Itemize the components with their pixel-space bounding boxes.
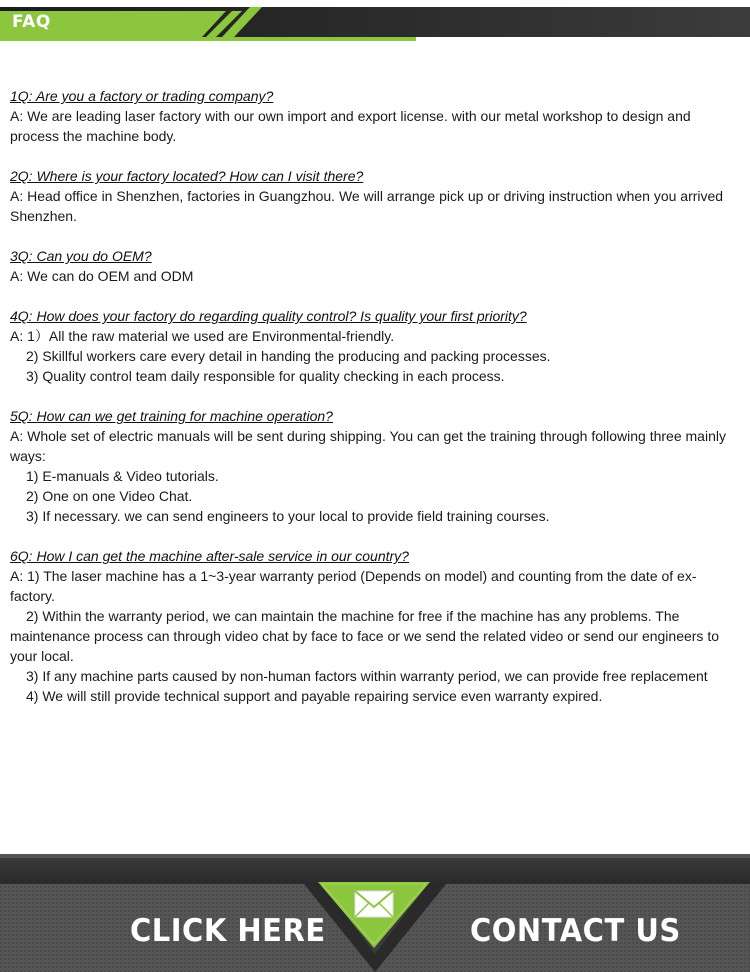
faq-answer-line: A: Head office in Shenzhen, factories in Guangzhou. We will arrange pick up or driving instruction when you arrived Shenzhen.	[10, 188, 724, 224]
header-background	[0, 0, 750, 44]
faq-answer-line: 2) Skillful workers care every detail in handing the producing and packing processes.	[26, 348, 551, 364]
faq-answer-line: 2) One on one Video Chat.	[26, 488, 193, 504]
faq-question: 5Q: How can we get training for machine operation?	[10, 408, 333, 424]
faq-header-banner	[0, 0, 750, 44]
envelope-icon	[354, 890, 394, 918]
faq-question: 6Q: How I can get the machine after-sale service in our country?	[10, 548, 409, 564]
faq-answer-line: 4) We will still provide technical support and payable repairing service even warranty expired.	[26, 688, 603, 704]
faq-answer-line: A: We are leading laser factory with our own import and export license. with our metal workshop to design and process the machine body.	[10, 108, 691, 144]
faq-answer-line: 3) If necessary. we can send engineers to your local to provide field training courses.	[26, 508, 550, 524]
contact-banner[interactable]	[0, 854, 750, 972]
faq-question: 4Q: How does your factory do regarding quality control? Is quality your first priority?	[10, 308, 527, 324]
faq-item	[10, 246, 730, 286]
faq-answer-line: 2) Within the warranty period, we can maintain the machine for free if the machine has any problems. The maintenance process can through video chat by face to face or we send the related video or send our engineers to your local.	[10, 608, 719, 664]
faq-list	[10, 86, 730, 726]
faq-question: 3Q: Can you do OEM?	[10, 248, 152, 264]
faq-answer-line: A: We can do OEM and ODM	[10, 268, 194, 284]
contact-us-link[interactable]: CONTACT US	[470, 912, 681, 949]
faq-answer-line: A: 1）All the raw material we used are Environmental-friendly.	[10, 328, 395, 344]
faq-answer-line: 3) If any machine parts caused by non-human factors within warranty period, we can provide free replacement	[26, 668, 708, 684]
faq-item	[10, 166, 730, 226]
faq-item	[10, 306, 730, 386]
faq-answer-line: A: Whole set of electric manuals will be sent during shipping. You can get the training through following three mainly ways:	[10, 428, 726, 464]
faq-item	[10, 546, 730, 706]
click-here-link[interactable]: CLICK HERE	[130, 912, 326, 949]
faq-question: 1Q: Are you a factory or trading company?	[10, 88, 274, 104]
faq-answer-line: A: 1) The laser machine has a 1~3-year warranty period (Depends on model) and counting from the date of ex-factory.	[10, 568, 697, 604]
contact-badge[interactable]	[318, 882, 430, 948]
faq-answer-line: 1) E-manuals & Video tutorials.	[26, 468, 219, 484]
faq-item	[10, 86, 730, 146]
faq-answer-line: 3) Quality control team daily responsible for quality checking in each process.	[26, 368, 505, 384]
faq-item	[10, 406, 730, 526]
faq-question: 2Q: Where is your factory located? How can I visit there?	[10, 168, 364, 184]
page-title: FAQ	[12, 12, 51, 32]
